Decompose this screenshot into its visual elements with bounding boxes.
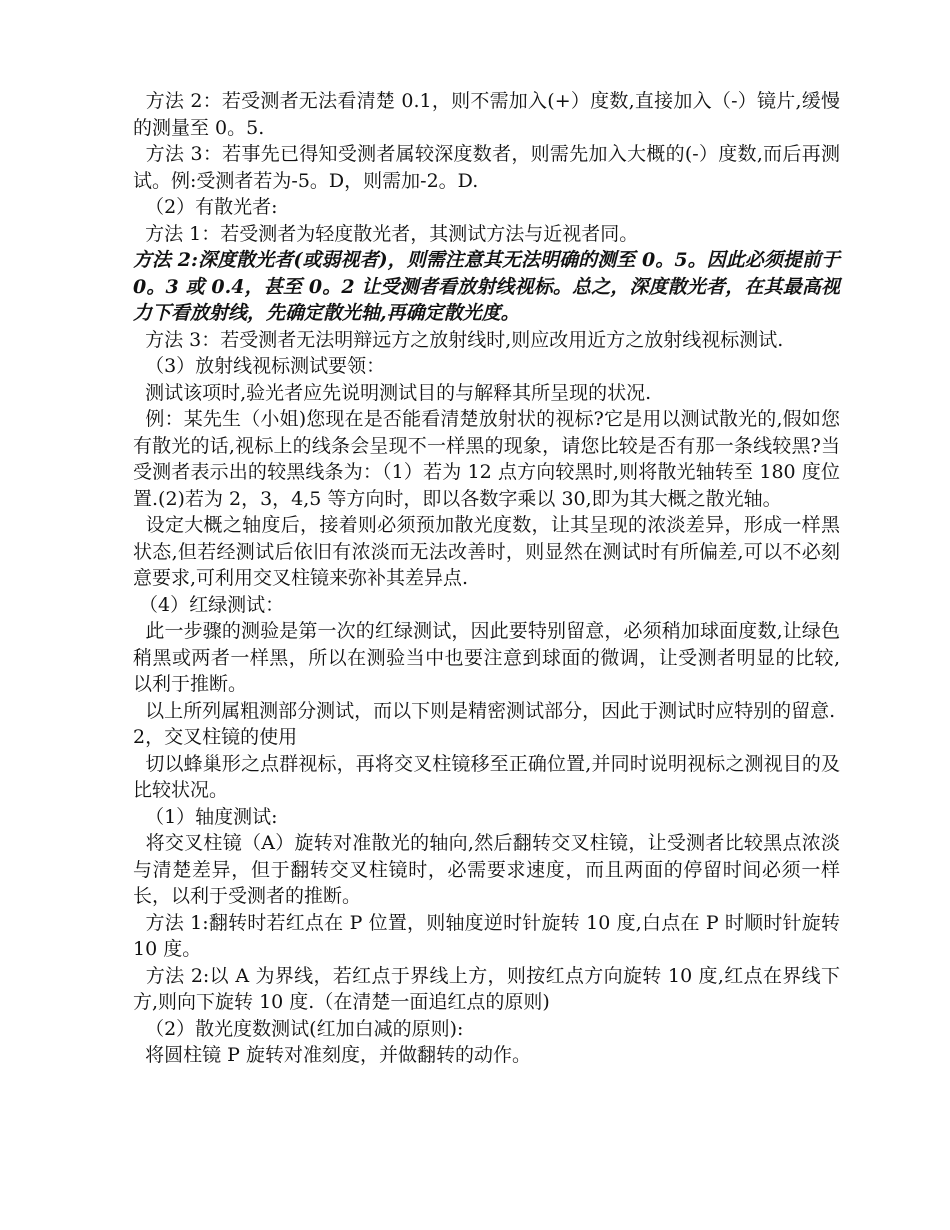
paragraph: 方法 1：若受测者为轻度散光者，其测试方法与近视者同。 bbox=[133, 222, 639, 245]
paragraph: 测试该项时,验光者应先说明测试目的与解释其所呈现的状况. bbox=[133, 381, 652, 404]
paragraph: 切以蜂巢形之点群视标，再将交叉柱镜移至正确位置,并同时说明视标之测视目的及比较状况。 bbox=[133, 752, 840, 801]
paragraph: 方法 3：若事先已得知受测者属较深度数者，则需先加入大概的(-）度数,而后再测试。例:受测者若为-5。D，则需加-2。D. bbox=[133, 143, 840, 192]
paragraph: 将交叉柱镜（A）旋转对准散光的轴向,然后翻转交叉柱镜，让受测者比较黑点浓淡与清楚差异，但于翻转交叉柱镜时，必需要求速度，而且两面的停留时间必须一样长，以利于受测者的推断。 bbox=[133, 832, 840, 907]
paragraph: 例：某先生（小姐)您现在是否能看清楚放射状的视标?它是用以测试散光的,假如您有散光的话,视标上的线条会呈现不一样黑的现象，请您比较是否有那一条线较黑?当受测者表示出的较黑线条为：（1）若为 12 点方向较黑时,则将散光轴转至 180 度位置.(2)若为 2，3，4,5 等方向时，即以各数字乘以 30,即为其大概之散光轴。 bbox=[133, 408, 840, 510]
paragraph: 2，交叉柱镜的使用 bbox=[133, 726, 298, 748]
document-body bbox=[133, 88, 847, 1069]
paragraph: （3）放射线视标测试要领： bbox=[133, 355, 386, 377]
paragraph: 方法 2：若受测者无法看清楚 0.1，则不需加入(+）度数,直接加入（-）镜片,缓慢的测量至 0。5. bbox=[133, 90, 840, 139]
paragraph: 方法 2:以 A 为界线，若红点于界线上方，则按红点方向旋转 10 度,红点在界线下方,则向下旋转 10 度.（在清楚一面追红点的原则) bbox=[133, 964, 840, 1013]
emphasized-paragraph: 方法 2:深度散光者(或弱视者)，则需注意其无法明确的测至 0。5。因此必须提前于 0。3 或 0.4，甚至 0。2 让受测者看放射线视标。总之，深度散光者，在其最高视力下看放射线，先确定散光轴,再确定散光度。 bbox=[133, 249, 847, 324]
paragraph: 方法 3：若受测者无法明辩远方之放射线时,则应改用近方之放射线视标测试. bbox=[133, 328, 784, 351]
paragraph: 将圆柱镜 P 旋转对准刻度，并做翻转的动作。 bbox=[133, 1044, 531, 1066]
paragraph: 以上所列属粗测部分测试，而以下则是精密测试部分，因此于测试时应特别的留意. bbox=[133, 699, 836, 722]
paragraph: （2）散光度数测试(红加白减的原则): bbox=[133, 1017, 464, 1040]
paragraph: （4）红绿测试： bbox=[133, 593, 285, 616]
paragraph: （1）轴度测试: bbox=[133, 805, 278, 828]
paragraph: 方法 1:翻转时若红点在 P 位置，则轴度逆时针旋转 10 度,白点在 P 时顺时针旋转 10 度。 bbox=[133, 911, 847, 960]
paragraph: 此一步骤的测验是第一次的红绿测试，因此要特别留意，必须稍加球面度数,让绿色稍黑或两者一样黑，所以在测验当中也要注意到球面的微调，让受测者明显的比较,以利于推断。 bbox=[133, 620, 840, 695]
paragraph: 设定大概之轴度后，接着则必须预加散光度数，让其呈现的浓淡差异，形成一样黑状态,但若经测试后依旧有浓淡而无法改善时，则显然在测试时有所偏差,可以不必刻意要求,可利用交叉柱镜来弥补其差异点. bbox=[133, 514, 840, 589]
paragraph: （2）有散光者: bbox=[133, 196, 278, 218]
